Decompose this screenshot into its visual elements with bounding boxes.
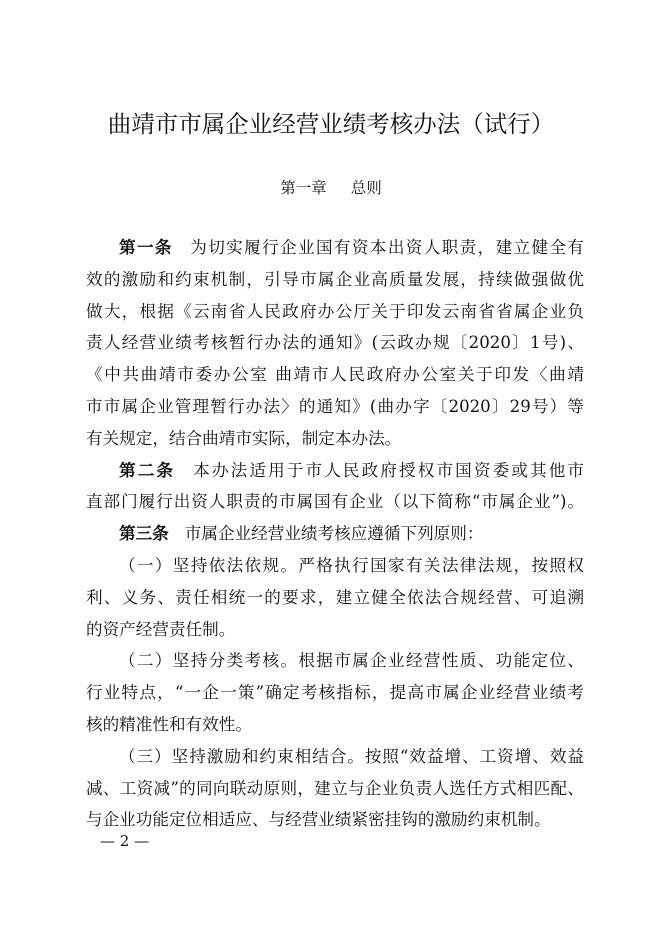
paragraph-line: 责人经营业绩考核暂行办法的通知》(云政办规〔2020〕1号)、 bbox=[86, 333, 584, 353]
article-heading: 第一条 bbox=[119, 237, 173, 257]
paragraph-line: 行业特点，“一企一策”确定考核指标，提高市属企业经营业绩考 bbox=[86, 683, 584, 703]
paragraph-line: 市市属企业管理暂行办法〉的通知》(曲办字〔2020〕29号）等 bbox=[86, 396, 584, 416]
document-title: 曲靖市市属企业经营业绩考核办法（试行） bbox=[107, 110, 555, 138]
page-number: — 2 — bbox=[100, 832, 150, 850]
paragraph-line: 做大，根据《云南省人民政府办公厅关于印发云南省省属企业负 bbox=[86, 301, 584, 321]
chapter-number: 第一章 bbox=[280, 179, 327, 197]
line-text: 市属企业经营业绩考核应遵循下列原则： bbox=[184, 524, 484, 544]
paragraph-line: （二）坚持分类考核。根据市属企业经营性质、功能定位、 bbox=[119, 651, 584, 671]
line-text: 本办法适用于市人民政府授权市国资委或其他市 bbox=[191, 460, 584, 480]
paragraph-line: 核的精准性和有效性。 bbox=[86, 714, 252, 734]
line-text: 为切实履行企业国有资本出资人职责，建立健全有 bbox=[188, 238, 585, 257]
paragraph-line: （三）坚持激励和约束相结合。按照“效益增、工资增、效益 bbox=[119, 746, 584, 766]
paragraph-line: 直部门履行出资人职责的市属国有企业（以下简称“市属企业”)。 bbox=[86, 492, 584, 512]
paragraph-line: 《中共曲靖市委办公室 曲靖市人民政府办公室关于印发〈曲靖 bbox=[86, 365, 584, 385]
paragraph-line: 减、工资减”的同向联动原则，建立与企业负责人选任方式相匹配、 bbox=[86, 778, 584, 798]
paragraph-line: 利、义务、责任相统一的要求，建立健全依法合规经营、可追溯 bbox=[86, 587, 584, 607]
paragraph-line bbox=[86, 455, 584, 487]
chapter-heading bbox=[0, 177, 662, 199]
article-heading: 第二条 bbox=[119, 459, 176, 480]
paragraph-line: （一）坚持依法依规。严格执行国家有关法律法规，按照权 bbox=[119, 555, 584, 575]
paragraph-line bbox=[86, 232, 584, 264]
document-body bbox=[86, 232, 584, 836]
paragraph-line: 效的激励和约束机制，引导市属企业高质量发展，持续做强做优 bbox=[86, 269, 584, 289]
article-heading: 第三条 bbox=[119, 523, 169, 544]
paragraph-line: 有关规定，结合曲靖市实际，制定本办法。 bbox=[86, 428, 402, 448]
paragraph-line: 与企业功能定位相适应、与经营业绩紧密挂钩的激励约束机制。 bbox=[86, 810, 551, 830]
paragraph-line: 的资产经营责任制。 bbox=[86, 619, 236, 639]
chapter-name: 总则 bbox=[350, 179, 382, 197]
paragraph-line bbox=[86, 518, 584, 550]
